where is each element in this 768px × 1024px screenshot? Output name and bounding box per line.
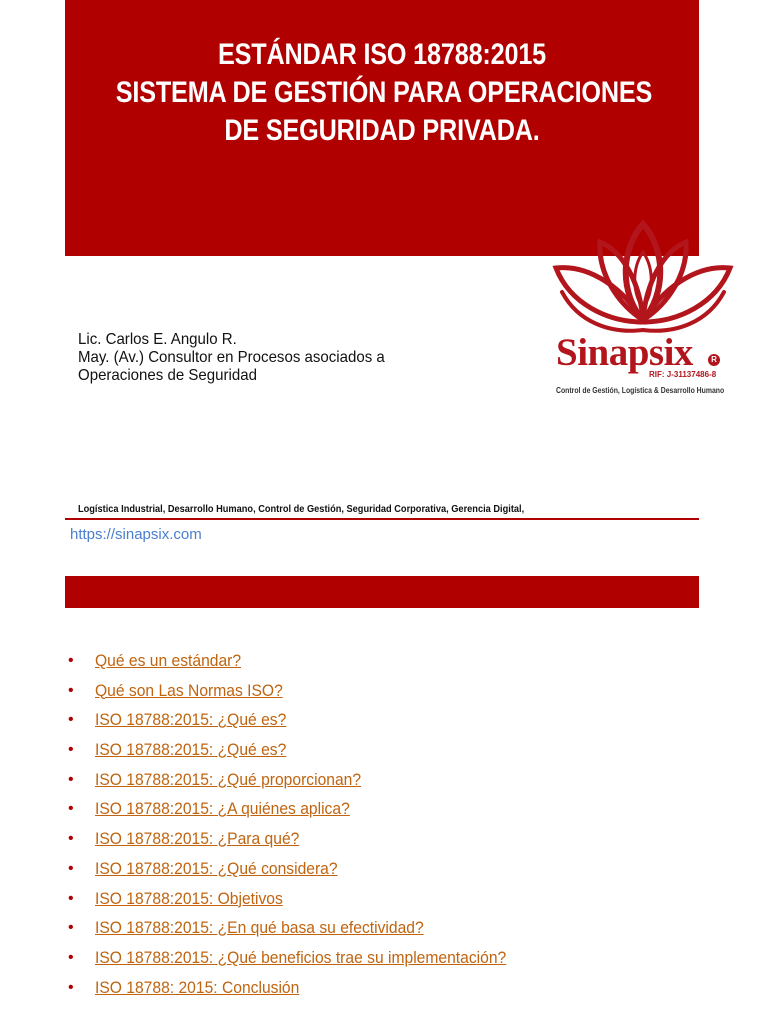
author-block <box>78 331 385 385</box>
services-line: Logística Industrial, Desarrollo Humano, Control de Gestión, Seguridad Corporativa, Gerencia Digital, <box>78 503 525 515</box>
list-item <box>68 798 542 828</box>
bullet-icon: • <box>68 770 74 788</box>
bullet-icon: • <box>68 741 74 759</box>
list-item <box>68 769 542 799</box>
bullet-icon: • <box>68 978 74 996</box>
author-role-cont: Operaciones de Seguridad <box>78 367 257 384</box>
toc-link[interactable]: ISO 18788:2015: ¿Qué proporcionan? <box>95 769 362 789</box>
table-of-contents <box>68 650 542 1006</box>
toc-link[interactable]: ISO 18788:2015: ¿Qué es? <box>95 710 287 730</box>
toc-link[interactable]: ISO 18788:2015: Objetivos <box>95 888 283 908</box>
toc-link[interactable]: ISO 18788:2015: ¿Qué beneficios trae su implementación? <box>95 947 507 967</box>
divider <box>65 518 699 520</box>
bullet-icon: • <box>68 948 74 966</box>
list-item <box>68 947 542 977</box>
bullet-icon: • <box>68 859 74 877</box>
section-banner <box>65 576 699 608</box>
toc-link[interactable]: ISO 18788:2015: ¿Qué es? <box>95 740 287 760</box>
toc-link[interactable]: ISO 18788:2015: ¿Qué considera? <box>95 858 338 878</box>
toc-link[interactable]: Qué son Las Normas ISO? <box>95 680 283 700</box>
brand-name: Sinapsix <box>556 331 693 374</box>
title-line-3: DE SEGURIDAD PRIVADA. <box>224 114 540 147</box>
bullet-icon: • <box>68 681 74 699</box>
document-title <box>115 36 653 150</box>
website-link[interactable]: https://sinapsix.com <box>70 526 202 543</box>
brand-tagline: Control de Gestión, Logística & Desarrollo Humano <box>556 386 725 395</box>
rif-number: RIF: J-31137486-8 <box>649 370 717 379</box>
author-role: May. (Av.) Consultor en Procesos asociados a <box>78 349 385 366</box>
list-item <box>68 858 542 888</box>
list-item <box>68 828 542 858</box>
toc-link[interactable]: ISO 18788:2015: ¿A quiénes aplica? <box>95 799 350 819</box>
author-name: Lic. Carlos E. Angulo R. <box>78 331 237 348</box>
toc-link[interactable]: ISO 18788:2015: ¿Para qué? <box>95 829 300 849</box>
list-item <box>68 739 542 769</box>
registered-mark-icon: R <box>708 354 720 366</box>
bullet-icon: • <box>68 652 74 669</box>
list-item <box>68 709 542 739</box>
list-item <box>68 888 542 918</box>
list-item <box>68 680 542 710</box>
toc-link[interactable]: ISO 18788: 2015: Conclusión <box>95 977 300 997</box>
list-item <box>68 977 542 1007</box>
title-line-2: SISTEMA DE GESTIÓN PARA OPERACIONES <box>115 76 653 109</box>
bullet-icon: • <box>68 889 74 907</box>
bullet-icon: • <box>68 800 74 818</box>
list-item <box>68 917 542 947</box>
bullet-icon: • <box>68 919 74 937</box>
toc-link[interactable]: ISO 18788:2015: ¿En qué basa su efectividad? <box>95 918 424 938</box>
title-line-1: ESTÁNDAR ISO 18788:2015 <box>217 38 547 71</box>
bullet-icon: • <box>68 711 74 729</box>
toc-link[interactable]: Qué es un estándar? <box>95 651 242 670</box>
bullet-icon: • <box>68 830 74 848</box>
list-item <box>68 650 542 680</box>
